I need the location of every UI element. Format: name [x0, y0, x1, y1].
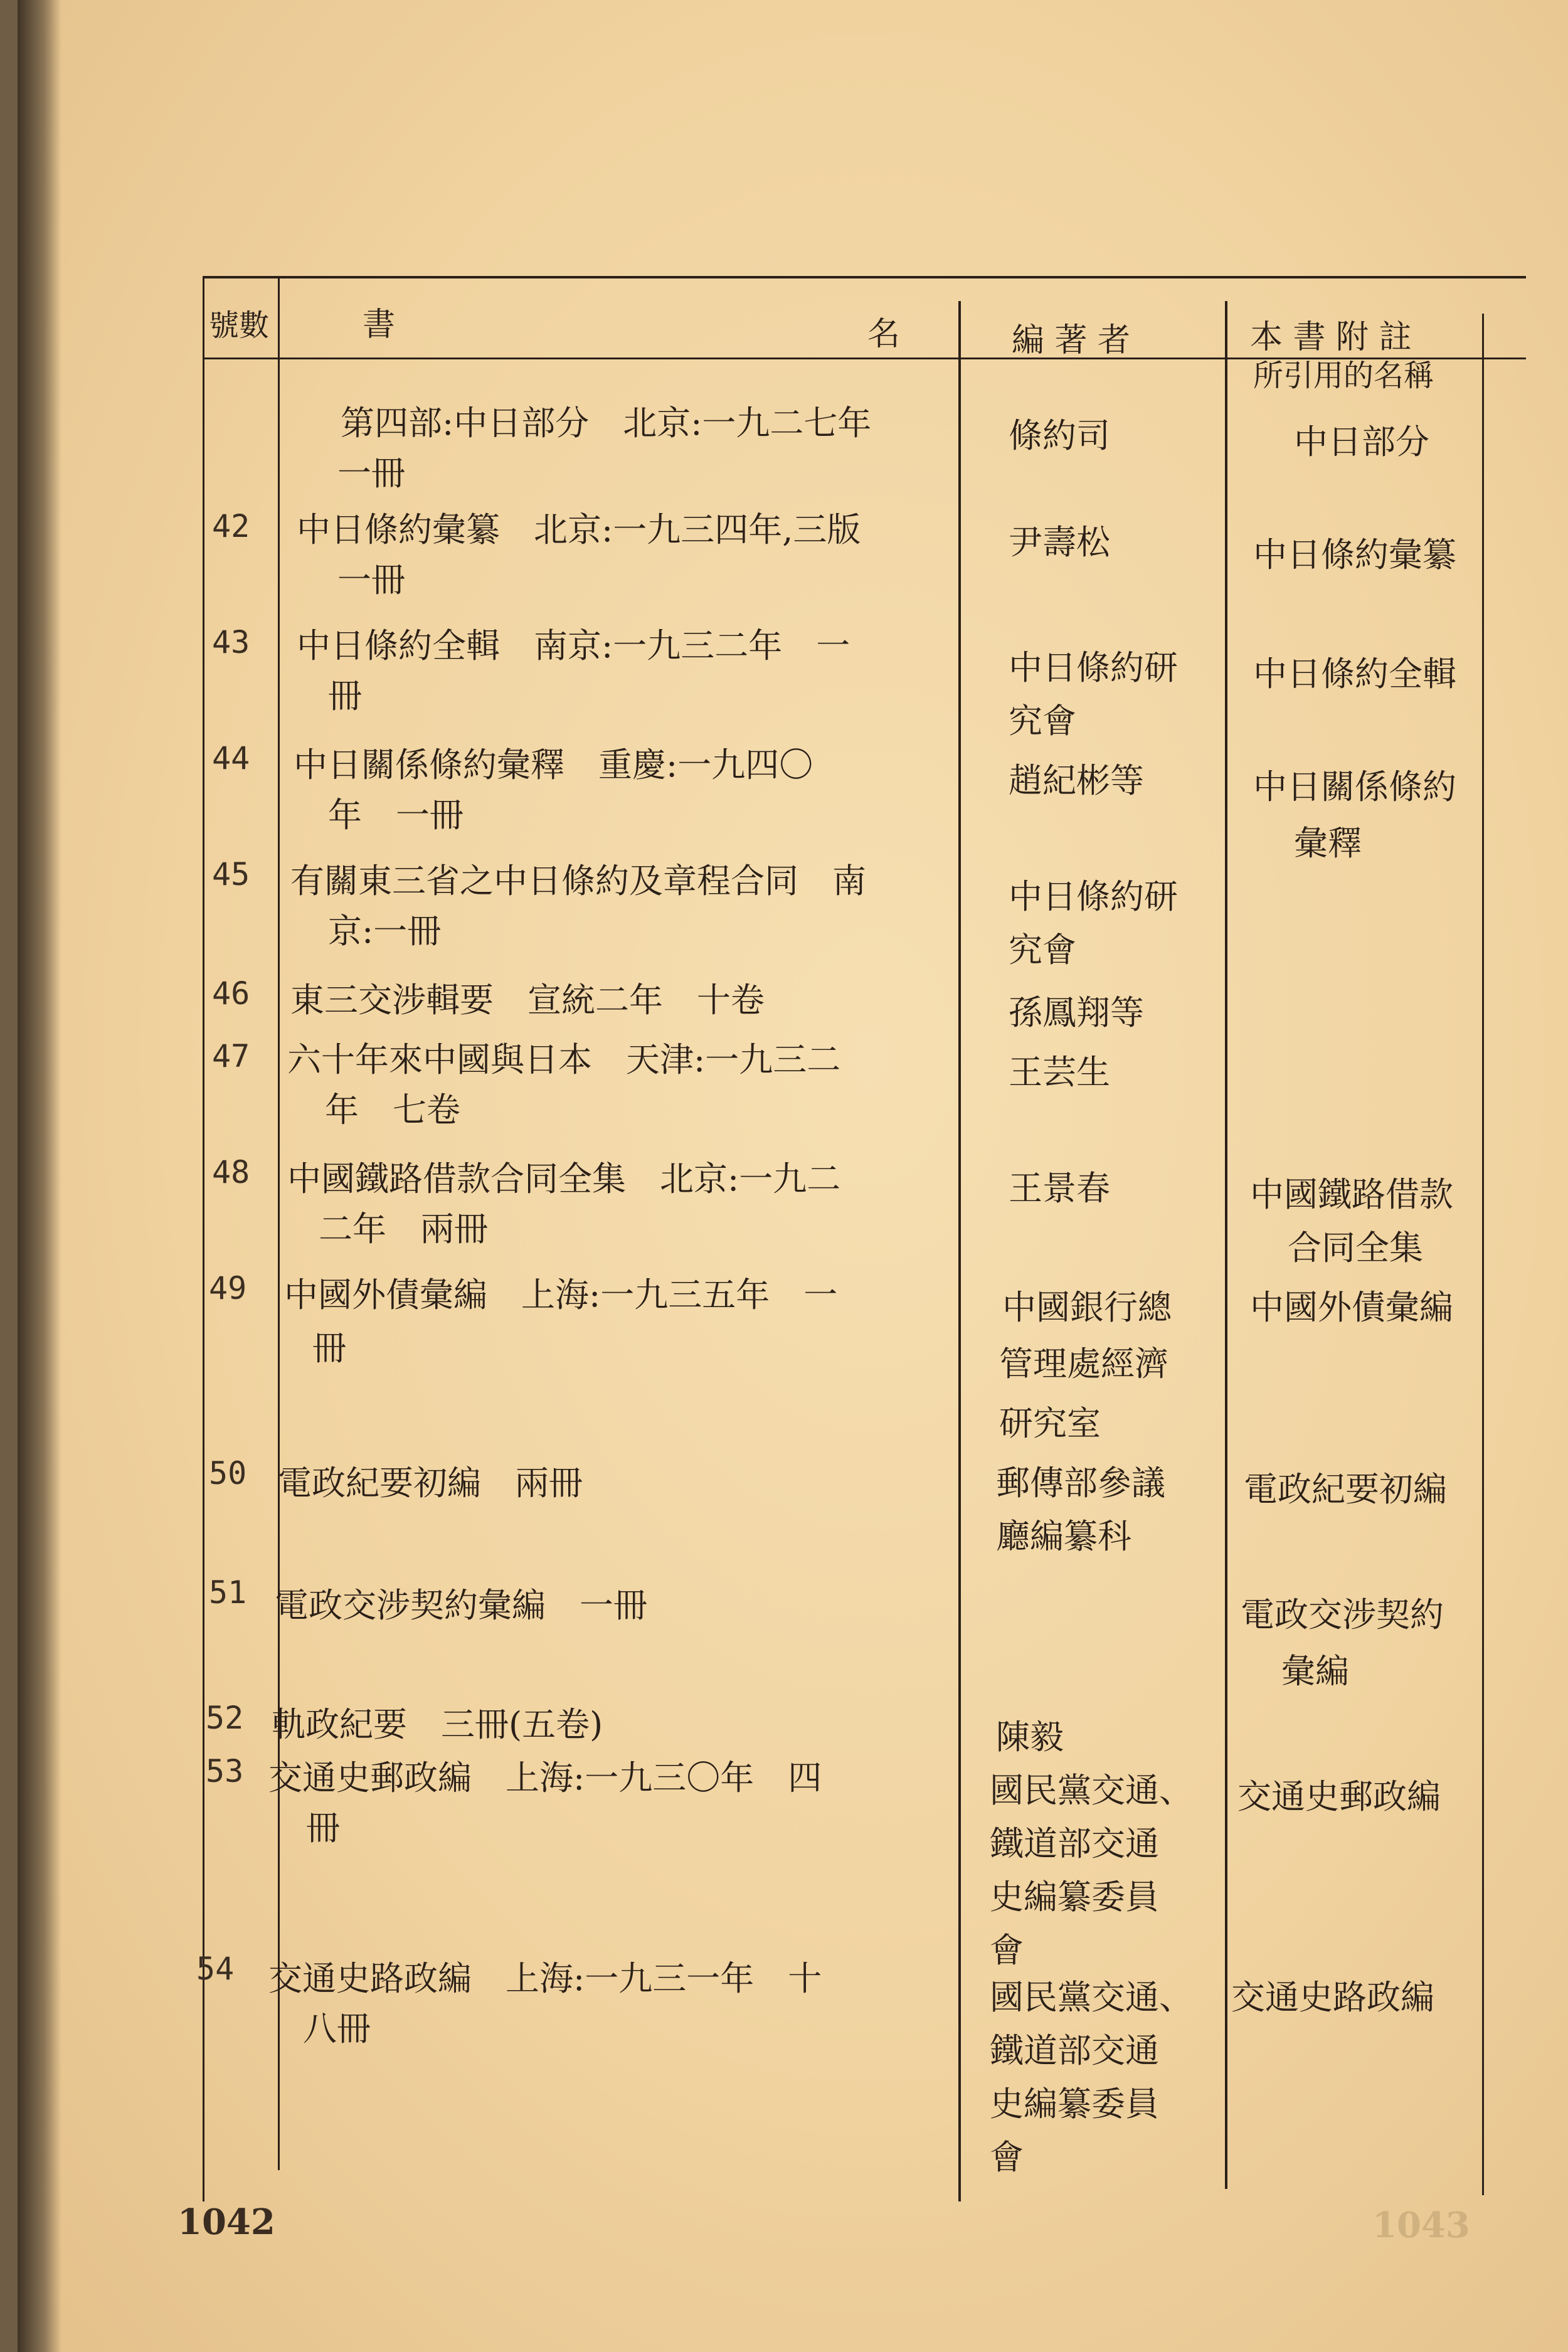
author-line: 趙紀彬等 [1009, 761, 1144, 800]
title-line: 年 一冊 [328, 795, 464, 835]
title-line: 年 七卷 [325, 1090, 460, 1130]
author-line: 中日條約研 [1009, 648, 1178, 687]
title-line: 中日條約全輯 南京:一九三二年 一 [297, 626, 850, 665]
header-title-right: 名 [867, 315, 901, 353]
author-line: 廳編纂科 [996, 1517, 1131, 1556]
row-number: 54 [196, 1951, 235, 1987]
note-line: 中國鐵路借款 [1250, 1175, 1453, 1214]
table-top-rule [203, 276, 1526, 278]
author-line: 會 [990, 2137, 1024, 2177]
author-line: 會 [990, 1931, 1024, 1970]
author-line: 史編纂委員 [990, 2084, 1159, 2124]
note-line: 中國外債彙編 [1250, 1288, 1453, 1327]
note-line: 彙釋 [1294, 824, 1362, 863]
title-line: 中國外債彙編 上海:一九三五年 一 [284, 1275, 838, 1315]
title-line: 電政交涉契約彙編 一冊 [275, 1586, 647, 1625]
page-number: 1042 [177, 2201, 275, 2243]
title-column-rule [958, 301, 961, 2201]
title-line: 六十年來中國與日本 天津:一九三二 [287, 1040, 841, 1079]
title-line: 一冊 [337, 453, 405, 493]
author-line: 鐵道部交通 [990, 2031, 1159, 2070]
title-line: 電政紀要初編 兩冊 [278, 1463, 583, 1503]
author-line: 孫鳳翔等 [1009, 993, 1144, 1032]
author-line: 郵傳部參議 [996, 1463, 1165, 1503]
note-line: 交通史路政編 [1231, 1978, 1434, 2017]
title-line: 東三交涉輯要 宣統二年 十卷 [290, 980, 765, 1020]
book-page [18, 0, 1568, 2352]
number-column-rule [278, 276, 280, 2170]
note-line: 中日部分 [1294, 422, 1429, 462]
row-number: 44 [212, 740, 250, 776]
author-line: 尹壽松 [1009, 522, 1110, 562]
title-line: 一冊 [337, 560, 405, 600]
note-line: 中日條約彙纂 [1253, 535, 1456, 575]
note-line: 中日條約全輯 [1253, 654, 1456, 694]
row-number: 49 [209, 1270, 247, 1306]
title-line: 有關東三省之中日條約及章程合同 南 [290, 861, 866, 901]
note-line: 電政交涉契約 [1241, 1595, 1444, 1634]
header-note-line1: 本 書 附 註 [1250, 319, 1412, 356]
row-number: 50 [209, 1455, 247, 1491]
author-line: 國民黨交通、 [990, 1771, 1193, 1810]
author-line: 究會 [1009, 701, 1076, 741]
note-line: 中日關係條約 [1253, 767, 1456, 807]
title-line: 第四部:中日部分 北京:一九二七年 [341, 403, 872, 443]
author-line: 陳毅 [996, 1717, 1064, 1757]
author-line: 研究室 [999, 1404, 1101, 1443]
title-line: 京:一冊 [328, 911, 442, 951]
row-number: 45 [212, 856, 250, 893]
header-author: 編 著 者 [1012, 322, 1131, 359]
note-line: 電政紀要初編 [1244, 1470, 1447, 1509]
bibliography-table [146, 276, 1482, 2201]
author-line: 中國銀行總 [1002, 1288, 1172, 1327]
author-line: 管理處經濟 [999, 1344, 1168, 1384]
author-line: 王景春 [1009, 1168, 1110, 1208]
title-line: 中國鐵路借款合同全集 北京:一九二 [287, 1159, 841, 1199]
facing-page-number: 1043 [1372, 2205, 1470, 2246]
author-column-rule [1225, 301, 1227, 2189]
table-left-rule [203, 276, 204, 2201]
author-line: 條約司 [1009, 416, 1110, 455]
author-line: 究會 [1009, 930, 1076, 970]
author-line: 史編纂委員 [990, 1877, 1159, 1917]
note-line: 交通史郵政編 [1237, 1777, 1441, 1816]
author-line: 中日條約研 [1009, 877, 1178, 916]
title-line: 二年 兩冊 [319, 1209, 488, 1249]
header-note-line2: 所引用的名稱 [1253, 358, 1434, 393]
author-line: 王芸生 [1009, 1052, 1110, 1092]
row-number: 48 [212, 1154, 250, 1190]
note-line: 彙編 [1281, 1651, 1349, 1691]
row-number: 52 [206, 1700, 244, 1736]
row-number: 43 [212, 624, 250, 660]
author-line: 國民黨交通、 [990, 1978, 1193, 2017]
row-number: 51 [209, 1574, 247, 1611]
row-number: 47 [212, 1038, 250, 1074]
title-line: 交通史郵政編 上海:一九三〇年 四 [268, 1758, 822, 1798]
header-title-left: 書 [363, 306, 396, 344]
note-line: 合同全集 [1288, 1228, 1423, 1268]
title-line: 八冊 [303, 2009, 371, 2048]
row-number: 42 [212, 508, 250, 544]
title-line: 交通史路政編 上海:一九三一年 十 [268, 1959, 822, 1998]
table-right-rule [1482, 314, 1484, 2195]
author-line: 鐵道部交通 [990, 1824, 1159, 1863]
title-line: 軌政紀要 三冊(五卷) [272, 1705, 603, 1744]
title-line: 冊 [306, 1808, 340, 1848]
title-line: 冊 [328, 676, 362, 716]
row-number: 46 [212, 975, 250, 1012]
title-line: 中日關係條約彙釋 重慶:一九四〇 [294, 745, 813, 785]
title-line: 中日條約彙纂 北京:一九三四年,三版 [297, 510, 861, 549]
header-number: 號數 [209, 308, 270, 343]
title-line: 冊 [312, 1328, 346, 1368]
book-spine-shadow [18, 0, 61, 2352]
row-number: 53 [206, 1753, 244, 1789]
